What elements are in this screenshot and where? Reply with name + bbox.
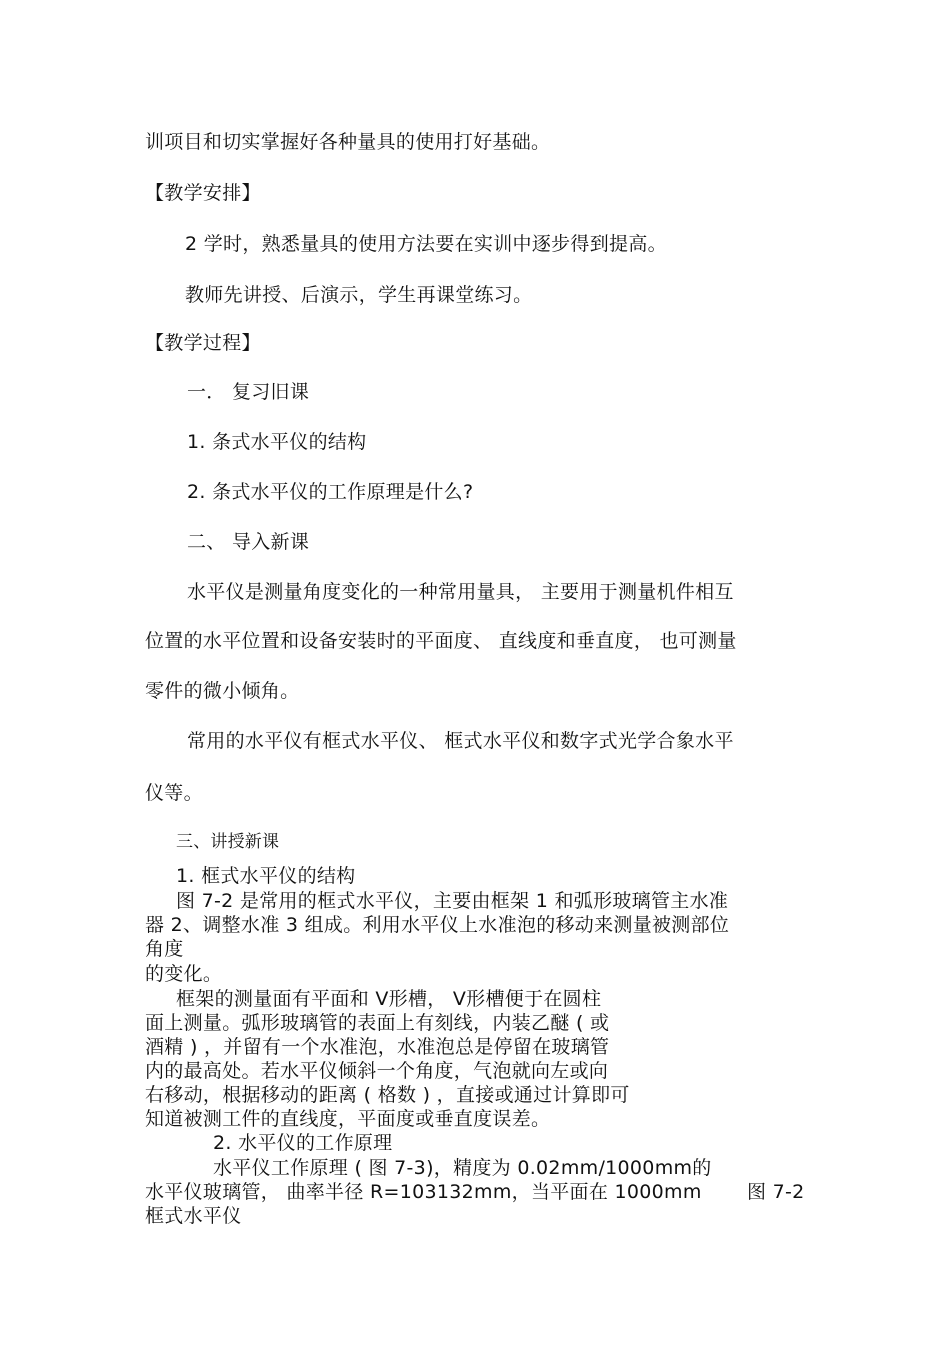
text-line: 角度 (145, 938, 184, 960)
list-heading: 二、 导入新课 (187, 531, 310, 553)
text-line: 水平仪玻璃管， 曲率半径 R=103132mm，当平面在 1000mm (145, 1181, 702, 1203)
section-heading: 【教学过程】 (145, 332, 261, 354)
text-line: 水平仪工作原理 ( 图 7-3)，精度为 0.02mm/1000mm的 (213, 1157, 712, 1179)
figure-caption: 框式水平仪 (145, 1205, 242, 1227)
subsection-heading: 2. 水平仪的工作原理 (213, 1132, 393, 1154)
text-line: 右移动，根据移动的距离 ( 格数 ) ，直接或通过计算即可 (145, 1084, 630, 1106)
text-line: 框架的测量面有平面和 V形槽， V形槽便于在圆柱 (176, 988, 602, 1010)
text-line: 教师先讲授、后演示，学生再课堂练习。 (185, 284, 533, 306)
text-line: 内的最高处。若水平仪倾斜一个角度，气泡就向左或向 (145, 1060, 609, 1082)
text-line: 仪等。 (145, 782, 203, 804)
list-item: 1. 条式水平仪的结构 (187, 431, 367, 453)
text-line: 位置的水平位置和设备安装时的平面度、 直线度和垂直度， 也可测量 (145, 630, 737, 652)
list-heading: 一． 复习旧课 (187, 381, 310, 403)
text-line: 的变化。 (145, 963, 223, 985)
section-heading: 【教学安排】 (145, 182, 261, 204)
text-line: 常用的水平仪有框式水平仪、 框式水平仪和数字式光学合象水平 (187, 730, 734, 752)
list-item: 2. 条式水平仪的工作原理是什么? (187, 481, 474, 503)
list-heading: 三、讲授新课 (176, 832, 280, 852)
text-line: 图 7-2 是常用的框式水平仪，主要由框架 1 和弧形玻璃管主水准 (176, 890, 729, 912)
text-line: 知道被测工件的直线度，平面度或垂直度误差。 (145, 1108, 551, 1130)
subsection-heading: 1. 框式水平仪的结构 (176, 865, 356, 887)
text-line: 面上测量。弧形玻璃管的表面上有刻线，内装乙醚 ( 或 (145, 1012, 610, 1034)
text-line: 酒精 ) ，并留有一个水准泡，水准泡总是停留在玻璃管 (145, 1036, 610, 1058)
text-line: 器 2、调整水准 3 组成。利用水平仪上水准泡的移动来测量被测部位 (145, 914, 730, 936)
figure-label: 图 7-2 (747, 1181, 805, 1203)
text-line: 2 学时，熟悉量具的使用方法要在实训中逐步得到提高。 (185, 233, 667, 255)
text-line: 水平仪是测量角度变化的一种常用量具， 主要用于测量机件相互 (187, 581, 734, 603)
text-line: 训项目和切实掌握好各种量具的使用打好基础。 (145, 131, 551, 153)
text-line: 零件的微小倾角。 (145, 680, 300, 702)
